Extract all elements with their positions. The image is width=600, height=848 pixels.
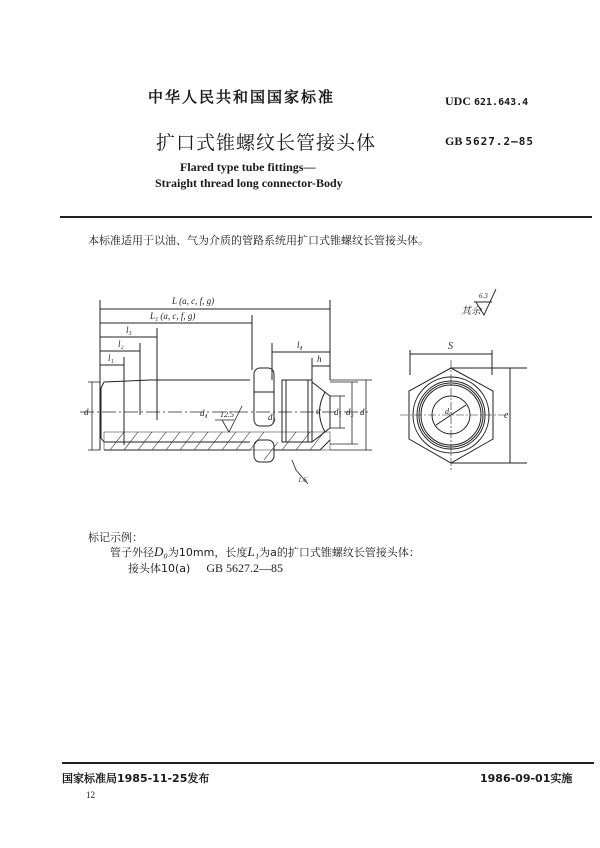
dim-d0-label: d₀ — [445, 407, 452, 416]
marking-example-title: 标记示例： — [88, 531, 143, 544]
roughness-1-6: 1.6 — [298, 476, 307, 484]
country-standard-heading: 中华人民共和国国家标准 — [148, 88, 336, 106]
dim-d-label: d — [84, 407, 89, 417]
roughness-12-5: 12.5 — [220, 410, 234, 419]
dim-l2-label: l₂ — [118, 339, 124, 349]
marking-example-description — [110, 544, 420, 560]
dim-d3-label: d₃ — [268, 412, 276, 422]
effective-date: 1986-09-01实施 — [480, 772, 573, 785]
dim-l4-label: l₄ — [297, 340, 303, 350]
marking-desc-L1: L₁ — [247, 544, 260, 559]
footer-rule — [62, 762, 594, 764]
udc-label: UDC — [445, 94, 471, 108]
document-title-en-line1: Flared type tube fittings— — [180, 160, 316, 174]
roughness-rest-value: 6.3 — [479, 292, 488, 300]
marking-desc-D0: D₀ — [154, 544, 168, 559]
document-title-cn: 扩口式锥螺纹长管接头体 — [156, 132, 377, 154]
dim-l3-label: l₃ — [126, 325, 132, 335]
gb-label: GB — [445, 134, 463, 148]
dim-e-label: e — [504, 410, 509, 421]
dim-L1-label: L₁ (a, c, f, g) — [150, 311, 196, 321]
marking-desc-mid: 为10mm，长度 — [167, 546, 248, 559]
roughness-rest-label: 其余 — [461, 306, 481, 317]
dim-S-label: S — [448, 341, 453, 352]
dim-d4-label: d₄ — [200, 408, 208, 418]
dim-l1-label: l₁ — [108, 353, 114, 363]
dim-h-label: h — [317, 354, 322, 364]
dim-L-label: L (a, c, f, g) — [172, 296, 215, 306]
marking-code-gb: GB 5627.2—85 — [206, 561, 283, 575]
scope-paragraph: 本标准适用于以油、气为介质的管路系统用扩口式锥螺纹长管接头体。 — [88, 234, 429, 247]
marking-desc-post: 为a的扩口式锥螺纹长管接头体： — [259, 546, 420, 559]
dim-d2-label: d₂ — [346, 407, 354, 417]
issue-date: 国家标准局1985-11-25发布 — [62, 772, 210, 785]
marking-desc-pre: 管子外径 — [110, 546, 154, 559]
dim-d-right-label: d — [360, 407, 365, 417]
page-number: 12 — [86, 790, 95, 800]
gb-number: 5627.2—85 — [465, 135, 534, 148]
marking-example-code — [128, 560, 283, 576]
udc-number: 621.643.4 — [474, 97, 529, 108]
marking-code-value: 接头体10(a) — [128, 562, 191, 575]
document-title-en-line2: Straight thread long connector-Body — [155, 176, 343, 190]
dim-alpha-label: α — [316, 406, 321, 416]
dim-d1-label: d₁ — [334, 407, 342, 417]
